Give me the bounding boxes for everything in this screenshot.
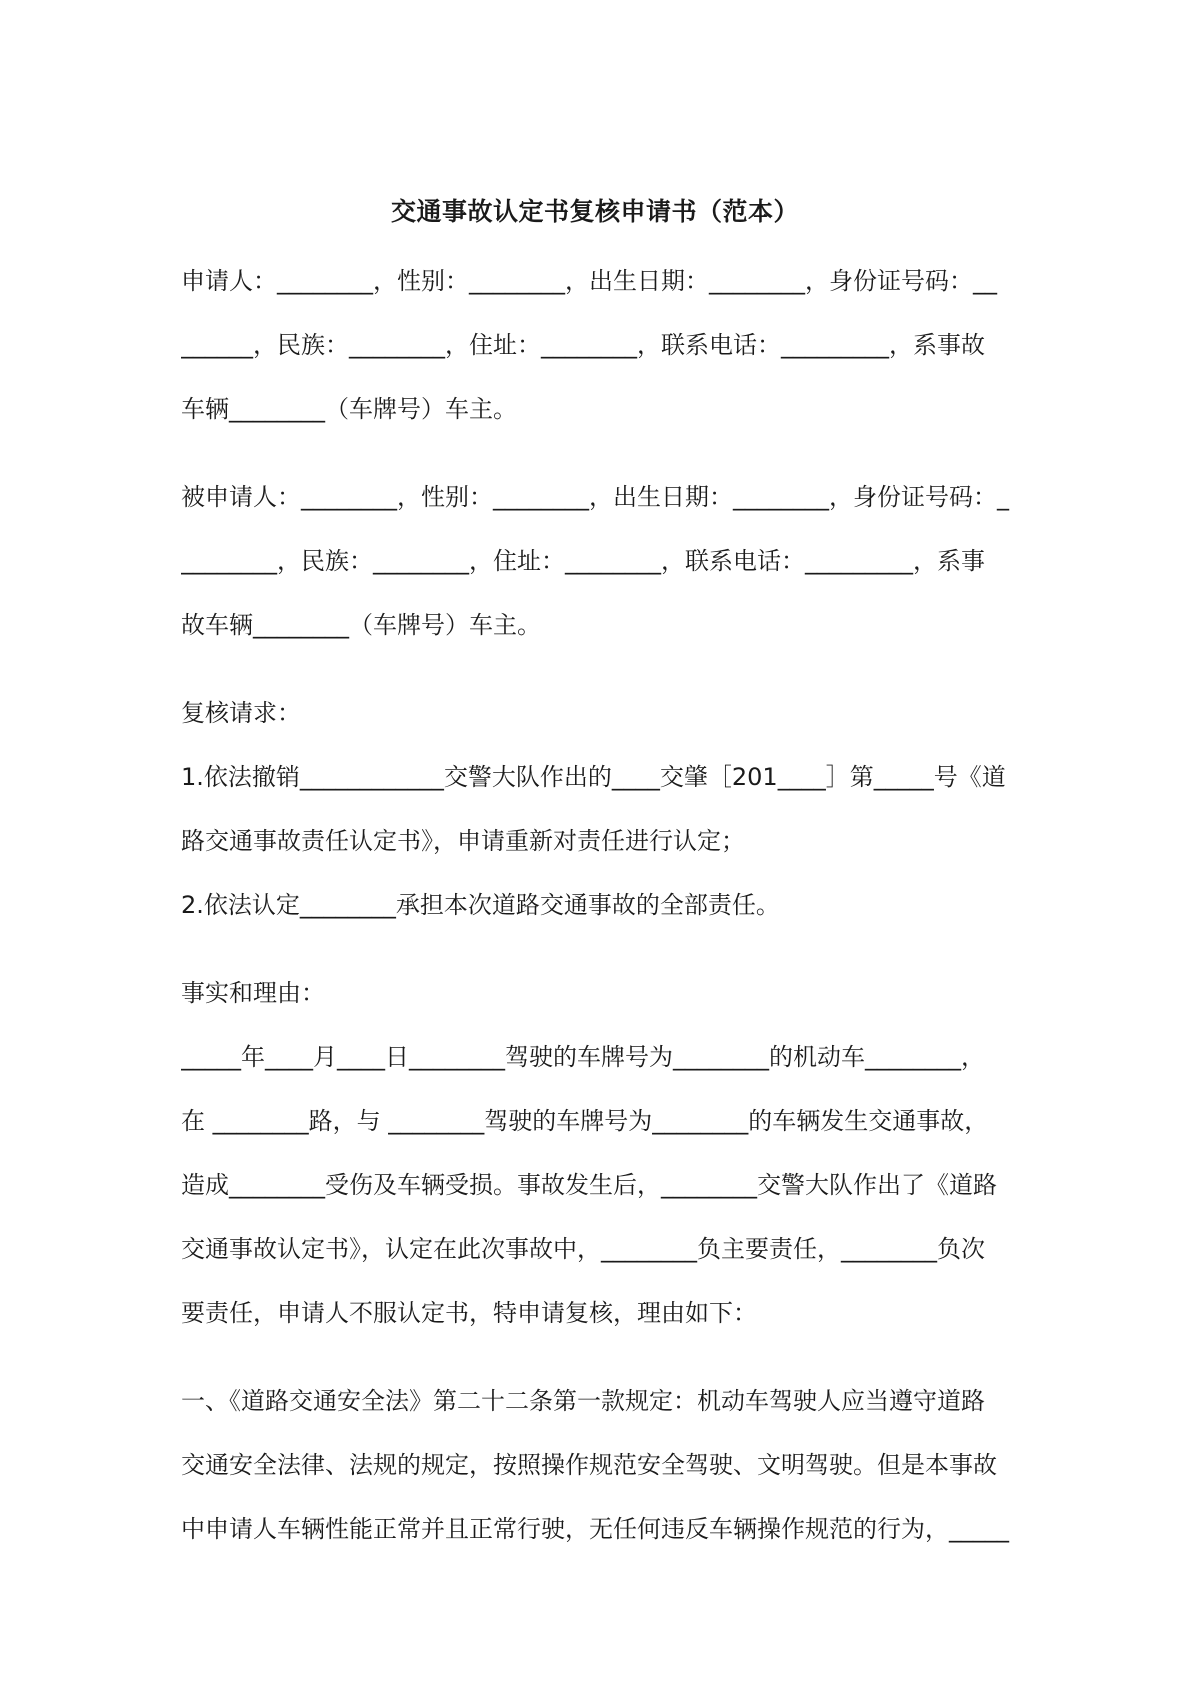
facts-line-1: _____年____月____日________驾驶的车牌号为________的机动车________， — [181, 1043, 985, 1071]
respondent-line-1: 被申请人：________，性别：________，出生日期：________，身份证号码：_ — [181, 483, 1009, 511]
review-request-heading: 复核请求： — [181, 699, 301, 727]
reason-one-line-1: 一、《道路交通安全法》第二十二条第一款规定：机动车驾驶人应当遵守道路 — [181, 1387, 985, 1415]
facts-line-4: 交通事故认定书》，认定在此次事故中，________负主要责任，________负次 — [181, 1235, 985, 1263]
reason-one-line-3: 中申请人车辆性能正常并且正常行驶，无任何违反车辆操作规范的行为，_____ — [181, 1515, 1009, 1543]
reason-one-line-2: 交通安全法律、法规的规定，按照操作规范安全驾驶、文明驾驶。但是本事故 — [181, 1451, 997, 1479]
applicant-line-2: ______，民族：________，住址：________，联系电话：_________，系事故 — [181, 331, 985, 359]
review-request-item-1-line-2: 路交通事故责任认定书》，申请重新对责任进行认定； — [181, 827, 745, 855]
facts-line-5: 要责任，申请人不服认定书，特申请复核，理由如下： — [181, 1299, 757, 1327]
document-title: 交通事故认定书复核申请书（范本） — [390, 197, 799, 226]
respondent-line-3: 故车辆________（车牌号）车主。 — [181, 611, 541, 639]
review-request-item-2: 2.依法认定________承担本次道路交通事故的全部责任。 — [181, 891, 780, 919]
review-request-item-1-line-1: 1.依法撤销____________交警大队作出的____交肇［201____］第_____号《道 — [181, 763, 1006, 791]
respondent-line-2: ________，民族：________，住址：________，联系电话：_________，系事 — [181, 547, 985, 575]
facts-heading: 事实和理由： — [181, 979, 325, 1007]
facts-line-2: 在 ________路，与 ________驾驶的车牌号为________的车辆发生交通事故， — [181, 1107, 989, 1135]
facts-line-3: 造成________受伤及车辆受损。事故发生后，________交警大队作出了《道路 — [181, 1171, 997, 1199]
applicant-line-3: 车辆________（车牌号）车主。 — [181, 395, 517, 423]
applicant-line-1: 申请人：________，性别：________，出生日期：________，身份证号码：__ — [181, 267, 997, 295]
